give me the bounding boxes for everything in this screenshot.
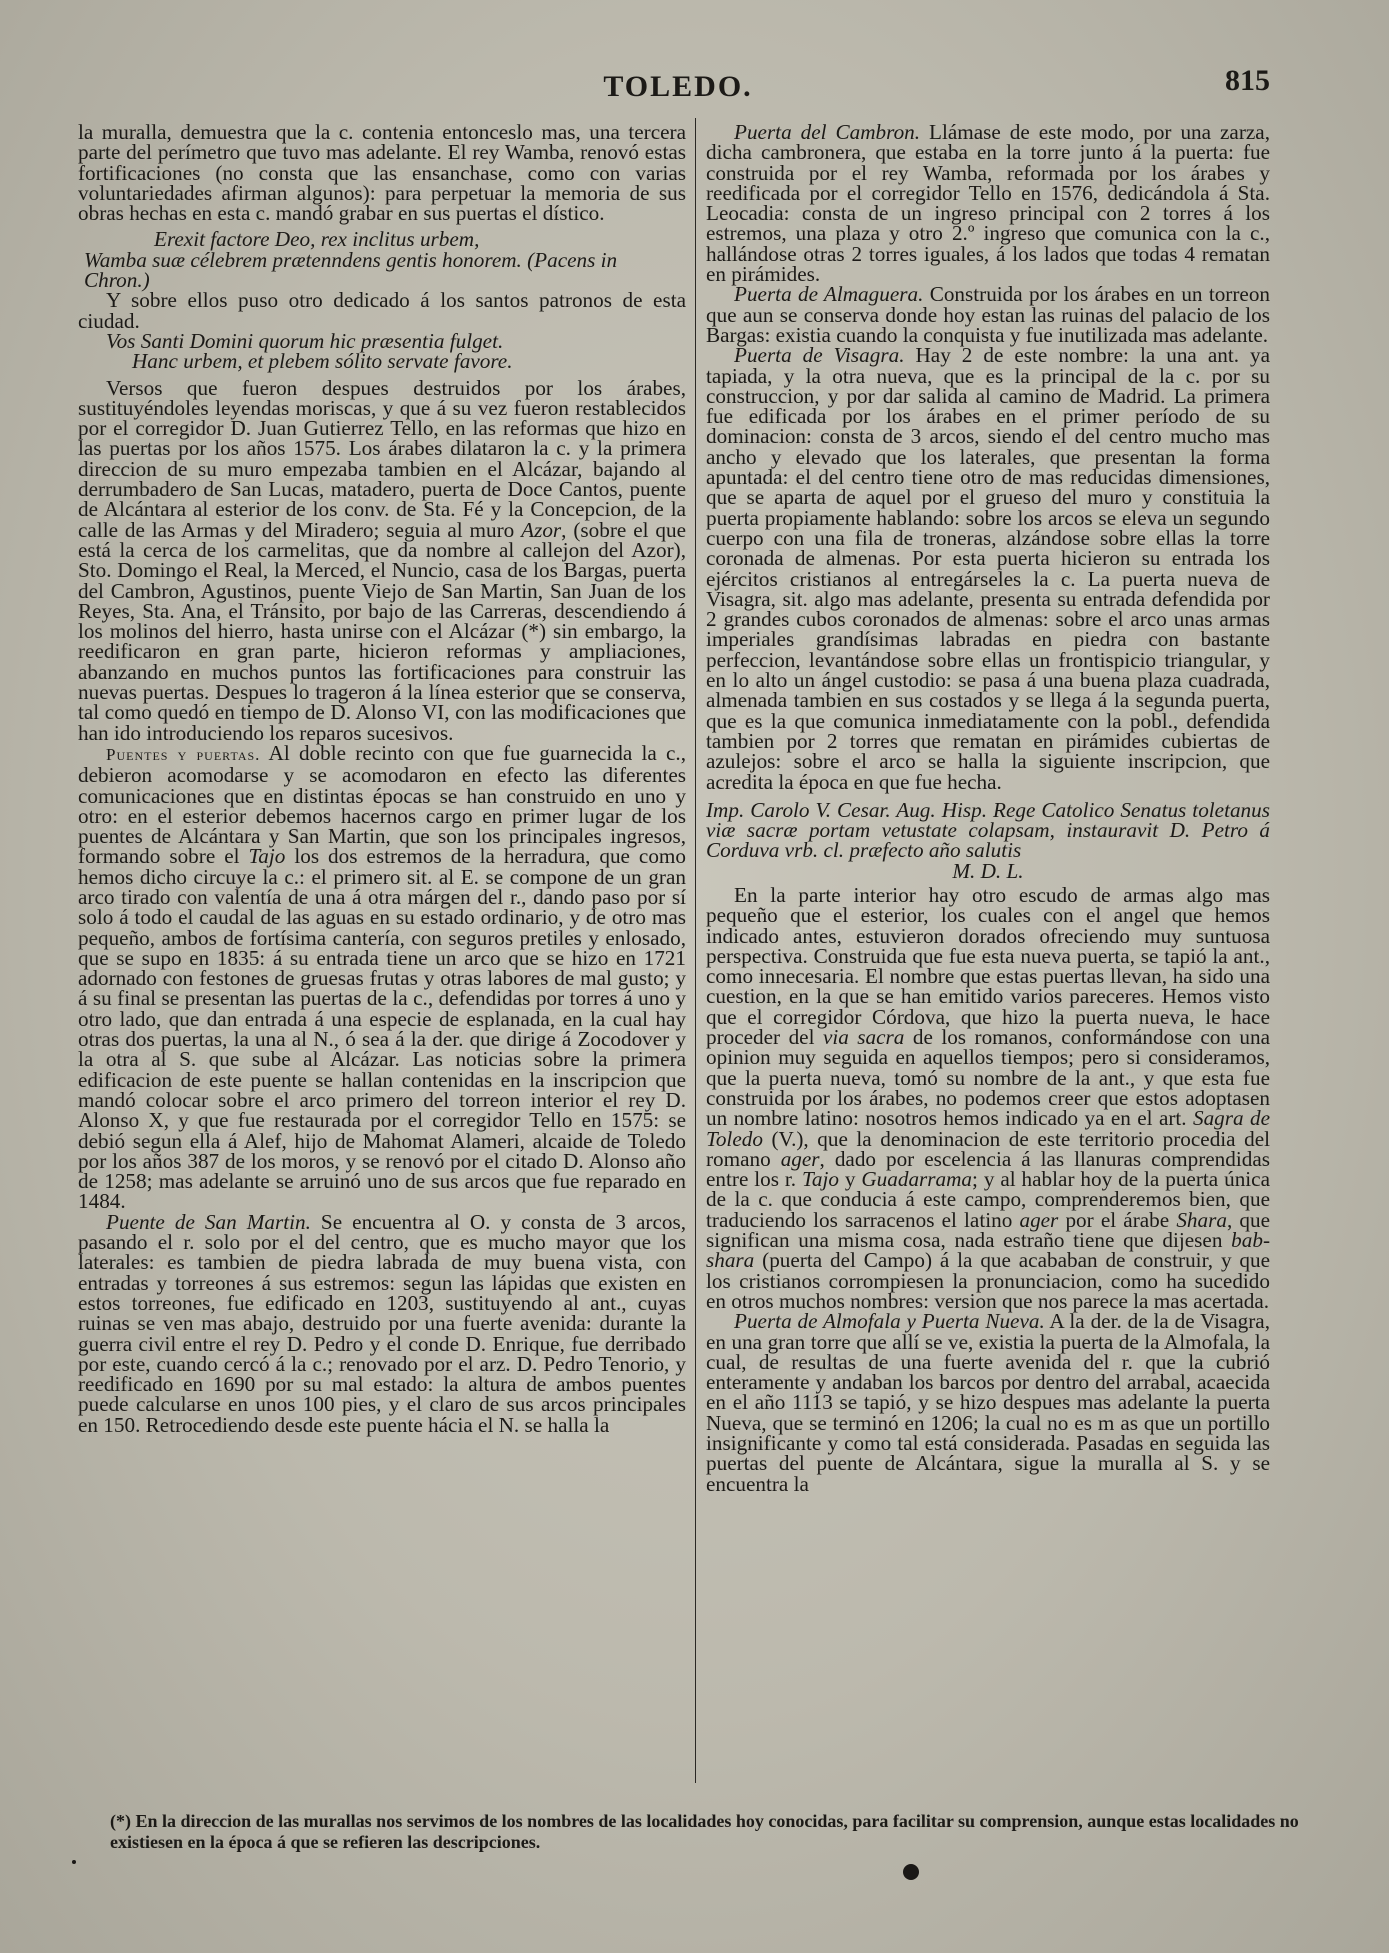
section-puerta-almofala: Puerta de Almofala y Puerta Nueva. A la der. de la de Visagra, en una gran torre que allí se ve, existia la puerta de la Almofala, la cual, de resultas de una fuerte avenida del r. que la cubrió enteramente y andaban los barcos por dentro del arrabal, acaecida en el año 1113 se tapió, y se hizo despues mas adelante la puerta Nueva, que se terminó en 1206; la cual no es m as que un portillo insignificante y como tal está considerada. Pasadas en seguida las puertas del puente de Alcántara, sigue la muralla al S. y se encuentra la (706, 1309, 1270, 1496)
page-number: 815 (1225, 64, 1270, 97)
section-puerta-visagra: Puerta de Visagra. Hay 2 de este nombre: la una ant. ya tapiada, y la otra nueva, que es la principal de la c. por su construccion, y por dar salida al camino de Madrid. La primera fue edificada por los árabes en el primer período de su dominacion: consta de 3 arcos, siendo el del centro mucho mas ancho y elevado que los laterales, que presentan la forma apuntada: el del centro tiene otro de mas reducidas dimensiones, que se aparta de aquel por el grueso del muro y constituia la puerta propiamente hablando: sobre los arcos se eleva un segundo cuerpo con una fila de troneras, alzándose sobre ellas la torre coronada de almenas. Por esta puerta hicieron su entrada los ejércitos cristianos al entregárseles la c. La puerta nueva de Visagra, sit. algo mas adelante, presenta su entrada defendida por 2 grandes cubos coronados de almenas: sobre el arco unas armas imperiales grandísimas labradas en piedra con bastante perfeccion, levantándose sobre ellas un frontispicio triangular, y en lo alto un ángel custodio: se pasa á una buena plaza cuadrada, almenada tambien en sus costados y se llega á la segunda puerta, que es la que comunica inmediatamente con la pobl., defendida tambien por 2 torres que rematan en pirámides cubiertas de azulejos: sobre el arco se halla la siguiente inscripcion, que acredita la época en que fue hecha. (706, 343, 1270, 794)
verse-line: Vos Santi Domini quorum hic præsentia fulget. (106, 328, 504, 353)
paragraph: Y sobre ellos puso otro dedicado á los santos patronos de esta ciudad. (78, 288, 686, 333)
verse-line: Hanc urbem, et plebem sólito servate favore. (132, 349, 513, 374)
ink-blot (903, 1864, 919, 1880)
latin-inscription: Imp. Carolo V. Cesar. Aug. Hisp. Rege Catolico Senatus toletanus viæ sacræ portam vetustate colapsam, instauravit D. Petro á Corduva vrb. cl. præfecto año salutis M. D. L. (706, 797, 1270, 883)
section-heading: Puerta de Visagra. (734, 343, 905, 368)
footnote (110, 1811, 1310, 1853)
paragraph: En la parte interior hay otro escudo de armas algo mas pequeño que el esterior, los cuales con el angel que hemos indicado antes, estuvieron dorados ofreciendo muy suntuosa perspectiva. Construida que fue esta nueva puerta, se tapió la ant., como innecesaria. El nombre que estas puertas llevan, ha sido una cuestion, en la que se han emitido varios pareceres. Hemos visto que el corregidor Córdova, que hizo la puerta nueva, le hace proceder del via sacra de los romanos, conformándose con una opinion muy seguida en aquellos tiempos; pero si consideramos, que la puerta nueva, tomó su nombre de la ant., y que esta fue construida por los árabes, no podemos creer que estos adoptasen un nombre latino: nosotros hemos indicado ya en el art. Sagra de Toledo (V.), que la denominacion de este territorio procedia del romano ager, dado por escelencia á las llanuras comprendidas entre los r. Tajo y Guadarrama; y al hablar hoy de la puerta única de la c. que conducia á este campo, comprenderemos bien, que traduciendo los sarracenos el latino ager por el árabe Shara, que significan una misma cosa, nada estraño tiene que dijesen bab-shara (puerta del Campo) á la que acababan de construir, y que los cristianos corrompiesen la pronunciacion, como ha sucedido en otros muchos nombres: version que nos parece la mas acertada. (706, 882, 1270, 1313)
section-puerta-cambron: Puerta del Cambron. Llámase de este modo, por una zarza, dicha cambronera, que estaba en la torre junto á la puerta: fue construida por el rey Wamba, reformada por los árabes y reedificada por el corregidor Tello en 1576, dedicándola á Sta. Leocadia: consta de un ingreso principal con 2 torres á los estremos, una plaza y otro 2.º ingreso que comunica con la c., hallándose otras 2 torres iguales, á los lados que todas 4 rematan en pirámides. (706, 120, 1270, 287)
verse-line: Erexit factore Deo, rex inclitus urbem, (154, 227, 480, 252)
section-heading: Puentes y puertas. (106, 744, 261, 764)
section-puente-san-martin: Puente de San Martin. Se encuentra al O. y consta de 3 arcos, pasando el r. solo por el del centro, que es mucho mayor que los laterales: es tambien de piedra labrada de muy buena vista, con entradas y torreones á sus estremos: segun las lápidas que existen en estos torreones, fue edificado en 1203, sustituyendo al ant., cuyas ruinas se ven mas abajo, destruido por una fuerte avenida: durante la guerra civil entre el rey D. Pedro y el conde D. Enrique, fue derribado por este, cuando cercó á la c.; renovado por el arz. D. Pedro Tenorio, y reedificado en 1690 por su mal estado: la altura de ambos puentes puede calcularse en unos 100 pies, y el claro de sus arcos principales en 150. Retrocediendo desde este puente hácia el N. se halla la (78, 1209, 686, 1437)
paragraph: Versos que fueron despues destruidos por los árabes, sustituyéndoles leyendas moriscas, y que á su vez fueron restablecidos por el corregidor D. Juan Gutierrez Tello, en las reformas que hizo en las puertas por los años 1575. Los árabes dilataron la c. y la primera direccion de su muro empezaba tambien en el Alcázar, bajando al derrumbadero de San Lucas, matadero, puerta de Doce Cantos, puente de Alcántara al esterior de los conv. de Sta. Fé y la Concepcion, de la calle de las Armas y del Miradero; seguia al muro Azor, (sobre el que está la cerca de los carmelitas, que da nombre al callejon del Azor), Sto. Domingo el Real, la Merced, el Nuncio, casa de los Bargas, puerta del Cambron, Agustinos, puente Viejo de San Martin, San Juan de los Reyes, Sta. Ana, el Tránsito, por bajo de las Carreras, descendiendo á los molinos del hierro, hasta unirse con el Alcázar (*) sin embargo, la reedificaron en gran parte, hicieron reformas y ampliaciones, abanzando en muchos puntos las fortificaciones para construir las nuevas puertas. Despues lo trageron á la línea esterior que se conserva, tal como quedó en tiempo de D. Alonso VI, con las modificaciones que han ido introduciendo los reparos sucesivos. (78, 375, 686, 745)
footnote-text: En la direccion de las murallas nos servimos de los nombres de las localidades hoy conocidas, para facilitar su comprension, aunque estas localidades no existiesen en la época á que se refieren las descripciones. (110, 1811, 1299, 1852)
left-column (78, 122, 686, 1435)
section-puentes-y-puertas: Puentes y puertas. Al doble recinto con que fue guarnecida la c., debieron acomodarse y se acomodaron en efecto las diferentes comunicaciones que en distintas épocas se han construido en uno y otro: en el esterior debemos hacernos cargo en primer lugar de los puentes de Alcántara y San Martin, que son los principales ingresos, formando sobre el Tajo los dos estremos de la herradura, que como hemos dicho circuye la c.: el primero sit. al E. se compone de un gran arco tirado con valentía de una á otra márgen del r., dando paso por sí solo á todo el caudal de las aguas en su estado ordinario, y de otro mas pequeño, ambos de fortísima cantería, con seguros pretiles y enlosado, que se supo en 1835: á su entrada tiene un arco que se hizo en 1721 adornado con festones de gruesas frutas y otras labores de mal gusto; y á su final se presentan las puertas de la c., defendidas por torres á uno y otro lado, que dan entrada á una especie de esplanada, en la cual hay otras dos puertas, la una al N., ó sea á la der. que dirige á Zocodover y la otra al S. que sube al Alcázar. Las noticias sobre la primera edificacion de este puente se hallan contenidas en la inscripcion que mandó colocar sobre el arco primero del torreon interior el rey D. Alonso X, y que fue restaurada por el corregidor Tello en 1575: se debió segun ella á Alef, hijo de Mahomat Alameri, alcaide de Toledo por los años 387 de los moros, y se renovó por el citado D. Alonso año de 1258; mas adelante se arruinó uno de sus arcos que fue reparado en 1484. (78, 740, 687, 1214)
footnote-marker: (*) (110, 1811, 131, 1831)
section-heading: Puerta de Almaguera. (734, 282, 924, 307)
ink-speck (72, 1860, 76, 1864)
verse-line: Wamba suæ célebrem prætenndens gentis honorem. (Pacens in Chron.) (84, 247, 618, 293)
running-title: TOLEDO. (603, 70, 753, 103)
page-header (78, 64, 1278, 110)
inscription-date: M. D. L. (952, 858, 1024, 883)
section-heading: Puerta del Cambron. (734, 120, 921, 144)
column-divider (695, 118, 696, 1783)
paragraph: la muralla, demuestra que la c. contenia entonceslo mas, una tercera parte del perímetro que tuvo mas adelante. El rey Wamba, renovó estas fortificaciones (no consta que las ensanchase, como con varias voluntariedades afirman algunos): para perpetuar la memoria de sus obras hechas en esta c. mandó grabar en sus puertas el dístico. (78, 120, 686, 226)
section-heading: Puente de San Martin. (106, 1209, 311, 1234)
latin-distich-2 (78, 328, 686, 374)
right-column (706, 122, 1270, 1494)
section-puerta-almaguera: Puerta de Almaguera. Construida por los árabes en un torreon que aun se conserva donde hoy estan las ruinas del palacio de los Bargas: existia cuando la conquista y fue inutilizada mas adelante. (706, 282, 1271, 347)
latin-distich-1 (78, 227, 686, 293)
section-heading: Puerta de Almofala y Puerta Nueva. (734, 1309, 1045, 1334)
